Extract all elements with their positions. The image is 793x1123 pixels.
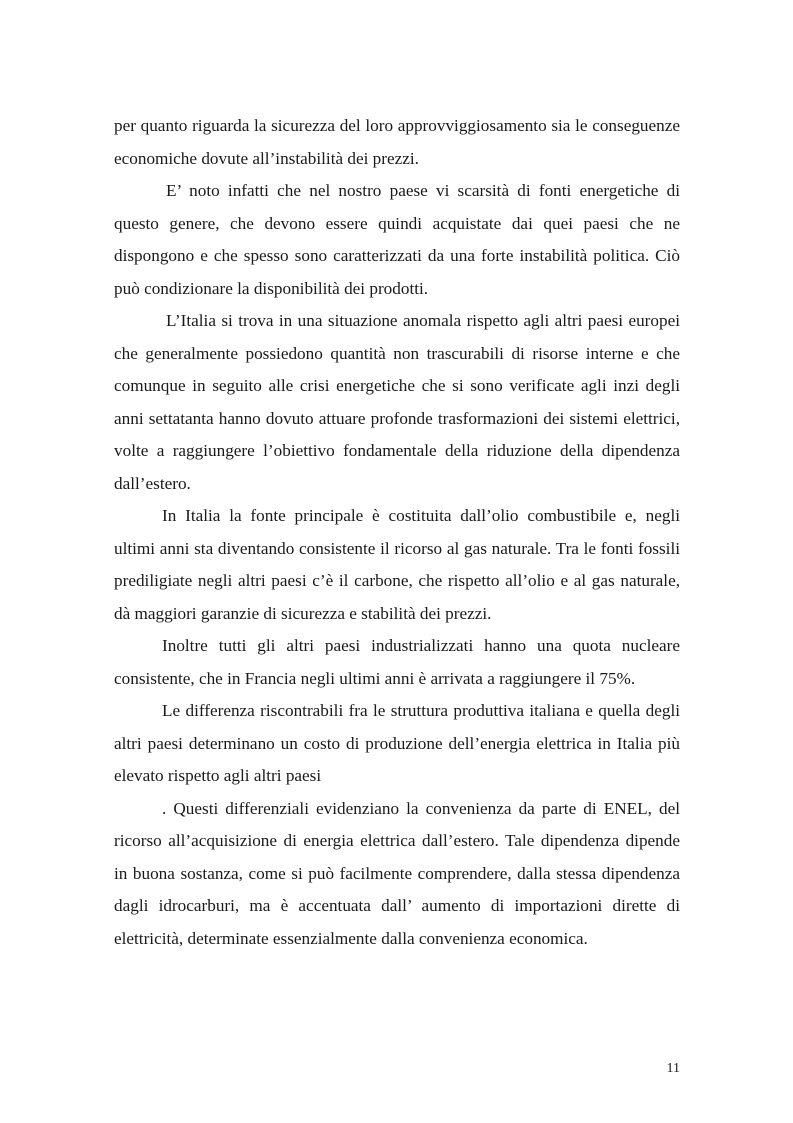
body-text	[114, 110, 680, 955]
paragraph-3: L’Italia si trova in una situazione anomala rispetto agli altri paesi europei che generalmente possiedono quantità non trascurabili di risorse interne e che comunque in seguito alle crisi energetiche che si sono verificate agli inzi degli anni settatanta hanno dovuto attuare profonde trasformazioni dei sistemi elettrici, volte a raggiungere l’obiettivo fondamentale della riduzione della dipendenza dall’estero.	[114, 311, 680, 493]
paragraph-4: In Italia la fonte principale è costituita dall’olio combustibile e, negli ultimi anni sta diventando consistente il ricorso al gas naturale. Tra le fonti fossili prediligiate negli altri paesi c’è il carbone, che rispetto all’olio e al gas naturale, dà maggiori garanzie di sicurezza e stabilità dei prezzi.	[114, 506, 680, 623]
paragraph-6: Le differenza riscontrabili fra le struttura produttiva italiana e quella degli altri paesi determinano un costo di produzione dell’energia elettrica in Italia più elevato rispetto agli altri paesi	[114, 701, 680, 785]
paragraph-7: . Questi differenziali evidenziano la convenienza da parte di ENEL, del ricorso all’acquisizione di energia elettrica dall’estero. Tale dipendenza dipende in buona sostanza, come si può facilmente comprendere, dalla stessa dipendenza dagli idrocarburi, ma è accentuata dall’ aumento di importazioni dirette di elettricità, determinate essenzialmente dalla convenienza economica.	[114, 798, 680, 948]
page-number: 11	[666, 1061, 680, 1076]
paragraph-1: per quanto riguarda la sicurezza del loro approvviggiosamento sia le conseguenze economiche dovute all’instabilità dei prezzi.	[114, 116, 680, 168]
paragraph-5: Inoltre tutti gli altri paesi industrializzati hanno una quota nucleare consistente, che in Francia negli ultimi anni è arrivata a raggiungere il 75%.	[114, 636, 680, 688]
paragraph-2: E’ noto infatti che nel nostro paese vi scarsità di fonti energetiche di questo genere, che devono essere quindi acquistate dai quei paesi che ne dispongono e che spesso sono caratterizzati da una forte instabilità politica. Ciò può condizionare la disponibilità dei prodotti.	[114, 181, 680, 298]
